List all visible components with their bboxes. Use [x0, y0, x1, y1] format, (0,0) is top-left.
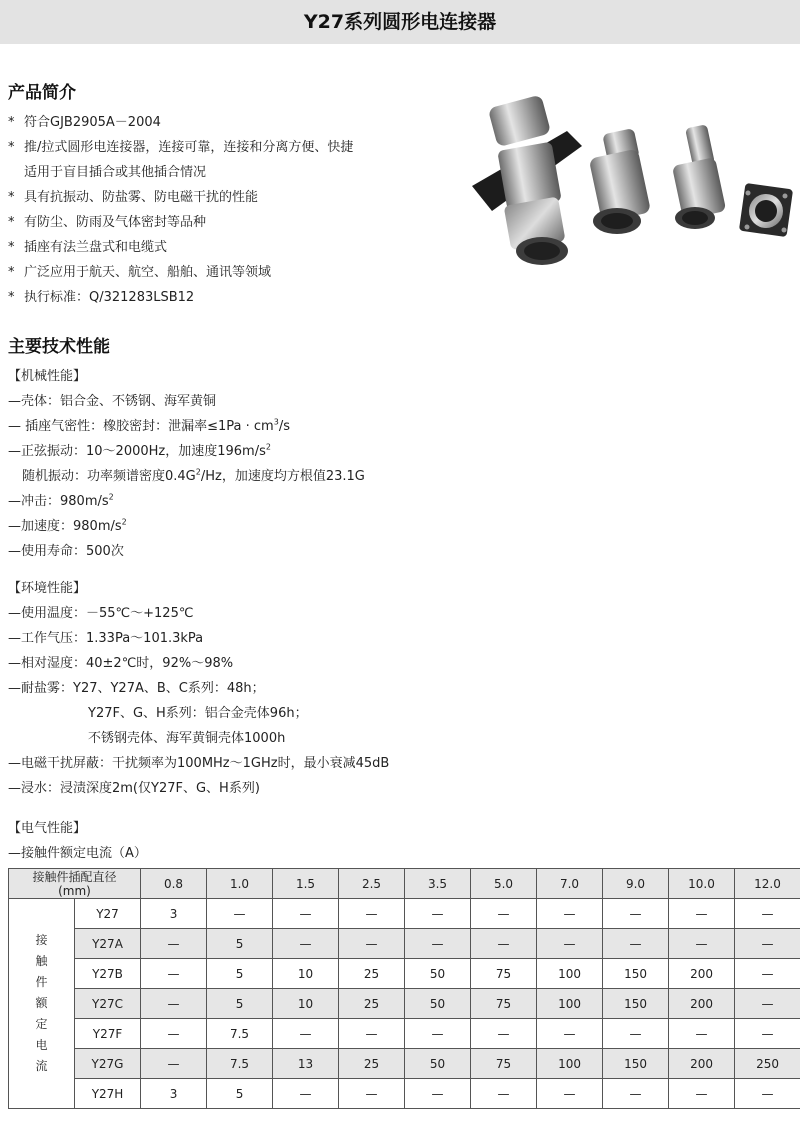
salt-spray-spec: —耐盐雾：Y27、Y27A、B、C系列：48h； [8, 681, 265, 696]
diameter-cell: 7.0 [537, 869, 603, 899]
current-value-cell: 150 [603, 989, 669, 1019]
current-value-cell: — [141, 929, 207, 959]
current-value-cell: — [603, 1079, 669, 1109]
current-value-cell: 5 [207, 1079, 273, 1109]
pressure-spec: —工作气压：1.33Pa～101.3kPa [8, 631, 204, 646]
current-value-cell: — [735, 959, 800, 989]
salt-spray-spec-3: 不锈钢壳体、海军黄铜壳体1000h [88, 731, 286, 746]
page-title: Y27系列圆形电连接器 [303, 11, 497, 33]
current-value-cell: — [405, 929, 471, 959]
random-vibration-spec: 随机振动：功率频谱密度$0.4G^2/Hz$，加速度均方根值23.1G [22, 467, 365, 484]
current-value-cell: — [405, 1019, 471, 1049]
immersion-spec: —浸水：浸渍深度2m(仅Y27F、G、H系列) [8, 781, 260, 796]
sine-vibration-spec: —正弦振动：10～2000Hz，加速度$196m/s^2$ [8, 442, 271, 459]
environment-section [8, 576, 389, 801]
intro-list [8, 110, 448, 310]
electrical-section [8, 816, 147, 866]
title-bar [0, 0, 800, 44]
mechanical-section [8, 364, 365, 564]
current-value-cell: — [669, 929, 735, 959]
intro-heading: 产品简介 [8, 83, 76, 103]
rated-current-side-label: 接 触 件 额 定 电 流 [9, 899, 75, 1109]
current-value-cell: 10 [273, 959, 339, 989]
model-cell: Y27A [75, 929, 141, 959]
current-value-cell: 3 [141, 899, 207, 929]
current-value-cell: 75 [471, 1049, 537, 1079]
life-spec: —使用寿命：500次 [8, 544, 124, 559]
current-value-cell: 150 [603, 1049, 669, 1079]
current-value-cell: — [339, 929, 405, 959]
current-value-cell: 5 [207, 989, 273, 1019]
current-value-cell: — [273, 1019, 339, 1049]
current-value-cell: — [141, 989, 207, 1019]
electrical-label: 【电气性能】 [8, 821, 87, 836]
list-item: * 符合GJB2905A－2004 [8, 115, 161, 130]
list-item: * 插座有法兰盘式和电缆式 [8, 240, 168, 255]
current-value-cell: 25 [339, 959, 405, 989]
current-value-cell: — [339, 899, 405, 929]
current-value-cell: — [603, 1019, 669, 1049]
current-value-cell: 250 [735, 1049, 800, 1079]
current-value-cell: — [603, 929, 669, 959]
current-value-cell: — [603, 899, 669, 929]
diameter-cell: 5.0 [471, 869, 537, 899]
current-value-cell: — [405, 899, 471, 929]
current-value-cell: — [273, 929, 339, 959]
current-value-cell: 75 [471, 989, 537, 1019]
model-cell: Y27B [75, 959, 141, 989]
table-row [9, 929, 800, 959]
diameter-cell: 12.0 [735, 869, 800, 899]
rated-current-table [8, 868, 800, 1109]
current-value-cell: — [471, 1019, 537, 1049]
current-value-cell: — [537, 929, 603, 959]
diameter-header: 接触件插配直径 (mm) [9, 869, 141, 899]
current-value-cell: — [339, 1019, 405, 1049]
acceleration-spec: —加速度：$980m/s^2$ [8, 517, 127, 534]
current-value-cell: 50 [405, 959, 471, 989]
current-value-cell: 7.5 [207, 1049, 273, 1079]
current-value-cell: 25 [339, 989, 405, 1019]
current-value-cell: 5 [207, 929, 273, 959]
list-item: * 执行标准：Q/321283LSB12 [8, 290, 195, 305]
current-value-cell: 25 [339, 1049, 405, 1079]
shell-spec: —壳体：铝合金、不锈钢、海军黄铜 [8, 394, 217, 409]
current-value-cell: — [207, 899, 273, 929]
current-value-cell: — [735, 929, 800, 959]
mechanical-label: 【机械性能】 [8, 369, 87, 384]
current-value-cell: — [471, 899, 537, 929]
model-cell: Y27G [75, 1049, 141, 1079]
current-value-cell: — [735, 989, 800, 1019]
current-value-cell: — [141, 959, 207, 989]
table-row [9, 959, 800, 989]
current-value-cell: 50 [405, 989, 471, 1019]
diameter-cell: 9.0 [603, 869, 669, 899]
current-value-cell: — [669, 1019, 735, 1049]
current-value-cell: 7.5 [207, 1019, 273, 1049]
current-value-cell: 150 [603, 959, 669, 989]
seal-spec: — 插座气密性：橡胶密封：泄漏率$\le 1Pa \cdot cm^3/s$ [8, 417, 290, 434]
current-value-cell: — [735, 1019, 800, 1049]
current-value-cell: 200 [669, 959, 735, 989]
current-table-title: —接触件额定电流（A） [8, 846, 147, 861]
list-item: * 具有抗振动、防盐雾、防电磁干扰的性能 [8, 190, 259, 205]
current-value-cell: 100 [537, 959, 603, 989]
diameter-cell: 3.5 [405, 869, 471, 899]
current-value-cell: — [735, 899, 800, 929]
diameter-cell: 1.5 [273, 869, 339, 899]
current-value-cell: 75 [471, 959, 537, 989]
current-value-cell: — [537, 1019, 603, 1049]
list-item: 适用于盲目插合或其他插合情况 [24, 165, 207, 180]
current-value-cell: 100 [537, 1049, 603, 1079]
current-value-cell: — [471, 1079, 537, 1109]
current-value-cell: 13 [273, 1049, 339, 1079]
current-value-cell: — [537, 1079, 603, 1109]
current-value-cell: — [471, 929, 537, 959]
current-value-cell: 200 [669, 989, 735, 1019]
current-value-cell: — [669, 1079, 735, 1109]
current-value-cell: — [273, 899, 339, 929]
environment-label: 【环境性能】 [8, 581, 87, 596]
table-row [9, 1019, 800, 1049]
current-value-cell: — [537, 899, 603, 929]
diameter-cell: 2.5 [339, 869, 405, 899]
salt-spray-spec-2: Y27F、G、H系列：铝合金壳体96h； [88, 706, 308, 721]
diameter-cell: 1.0 [207, 869, 273, 899]
diameter-cell: 10.0 [669, 869, 735, 899]
diameter-cell: 0.8 [141, 869, 207, 899]
model-cell: Y27F [75, 1019, 141, 1049]
table-row [9, 1079, 800, 1109]
model-cell: Y27 [75, 899, 141, 929]
current-value-cell: 200 [669, 1049, 735, 1079]
current-value-cell: 50 [405, 1049, 471, 1079]
current-value-cell: — [273, 1079, 339, 1109]
connector-product-photo [462, 96, 800, 271]
current-value-cell: — [141, 1019, 207, 1049]
temperature-spec: —使用温度：－55℃～+125℃ [8, 606, 194, 621]
current-value-cell: 100 [537, 989, 603, 1019]
list-item: * 有防尘、防雨及气体密封等品种 [8, 215, 207, 230]
humidity-spec: —相对湿度：40±2℃时，92%～98% [8, 656, 234, 671]
current-value-cell: — [405, 1079, 471, 1109]
current-value-cell: 3 [141, 1079, 207, 1109]
model-cell: Y27C [75, 989, 141, 1019]
emi-spec: —电磁干扰屏蔽：干扰频率为100MHz～1GHz时，最小衰减45dB [8, 756, 390, 771]
shock-spec: —冲击：$980m/s^2$ [8, 492, 114, 509]
current-value-cell: 10 [273, 989, 339, 1019]
table-row [9, 989, 800, 1019]
current-value-cell: — [735, 1079, 800, 1109]
table-row [9, 899, 800, 929]
current-value-cell: — [669, 899, 735, 929]
current-value-cell: — [339, 1079, 405, 1109]
model-cell: Y27H [75, 1079, 141, 1109]
current-value-cell: 5 [207, 959, 273, 989]
list-item: * 广泛应用于航天、航空、船舶、通讯等领域 [8, 265, 272, 280]
list-item: * 推/拉式圆形电连接器，连接可靠，连接和分离方便、快捷 [8, 140, 354, 155]
table-row [9, 1049, 800, 1079]
table-header-row [9, 869, 800, 899]
tech-heading: 主要技术性能 [8, 337, 110, 357]
current-value-cell: — [141, 1049, 207, 1079]
